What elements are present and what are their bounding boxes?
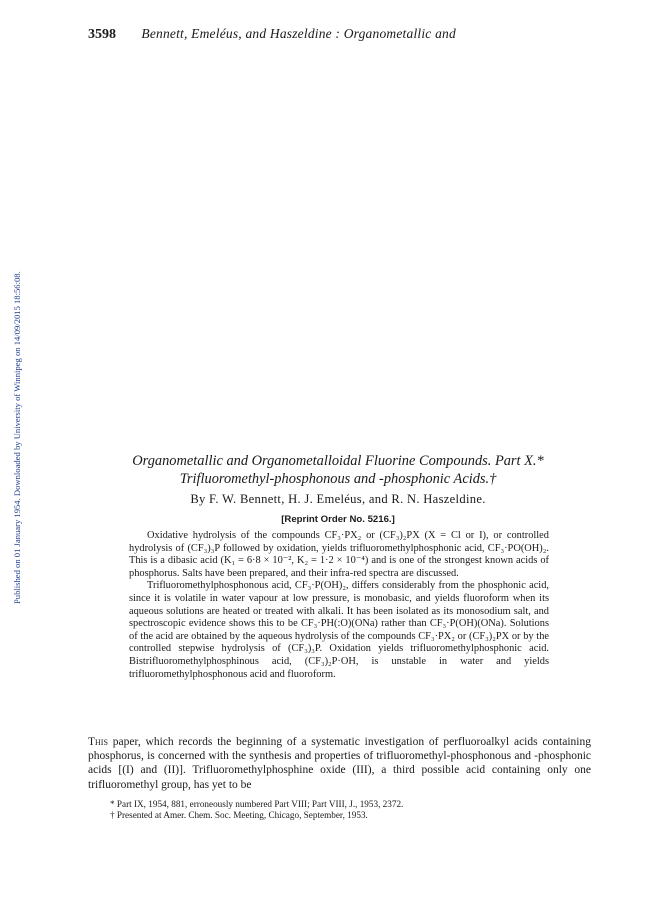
title-line-1: Organometallic and Organometalloidal Fluorine Compounds. Part X.*: [132, 453, 544, 469]
body-paragraph-text: paper, which records the beginning of a systematic investigation of perfluoroalkyl acids containing phosphorus, is concerned with the synthesis and properties of trifluoromethyl-phosphonous and -phosphonic acids [(I) and (II)]. Trifluoromethylphosphine oxide (III), a third possible acid containing only one trifluoromethyl group, has yet to be: [88, 736, 591, 791]
lead-word: This: [88, 736, 108, 748]
reprint-order: [Reprint Order No. 5216.]: [281, 514, 395, 525]
abstract: [129, 530, 549, 681]
body-paragraph: [88, 735, 591, 792]
page-number: 3598: [88, 27, 116, 42]
footnote-1: * Part IX, 1954, 881, erroneously numbered Part VIII; Part VIII, J., 1953, 2372.: [110, 799, 404, 809]
body-text: [88, 735, 591, 792]
footnote-2: † Presented at Amer. Chem. Soc. Meeting, Chicago, September, 1953.: [110, 810, 368, 820]
running-title: Bennett, Emeléus, and Haszeldine : Organometallic and: [141, 26, 456, 41]
abstract-paragraph-2: Trifluoromethylphosphonous acid, CF₃·P(OH)₂, differs considerably from the phosphonic acid, since it is volatile in water vapour at low pressure, is monobasic, and yields fluoroform when its aqueous solutions are heated or treated with alkali. It has been isolated as its monosodium salt, and spectroscopic evidence shows this to be CF₃·PH(:O)(ONa) rather than CF₃·P(OH)(ONa). Solutions of the acid are obtained by the aqueous hydrolysis of the compounds CF₃·PX₂ or (CF₃)₂PX or by the controlled stepwise hydrolysis of (CF₃)₃P. Oxidation yields trifluoromethylphosphonic acid. Bistrifluoromethylphosphinous acid, (CF₃)₂P·OH, is unstable in water and yields trifluoromethylphosphonous acid and fluoroform.: [129, 580, 549, 680]
download-notice: Published on 01 January 1954. Downloaded by University of Winnipeg on 14/09/2015 18:56:08.: [12, 271, 22, 604]
running-header: [88, 26, 588, 43]
abstract-paragraph-1: Oxidative hydrolysis of the compounds CF₃·PX₂ or (CF₃)₂PX (X = Cl or I), or controlled hydrolysis of (CF₃)₃P followed by oxidation, yields trifluoromethylphosphonic acid, CF₃·PO(OH)₂. This is a dibasic acid (K₁ = 6·8 × 10⁻², K₂ = 1·2 × 10⁻⁴) and is one of the strongest known acids of phosphorus. Salts have been prepared, and their infra-red spectra are discussed.: [129, 530, 549, 579]
author-line: By F. W. Bennett, H. J. Emeléus, and R. N. Haszeldine.: [190, 492, 486, 506]
title-line-2: Trifluoromethyl-phosphonous and -phosphonic Acids.†: [179, 471, 497, 487]
article-title: [88, 452, 588, 488]
footnotes: [110, 799, 580, 821]
